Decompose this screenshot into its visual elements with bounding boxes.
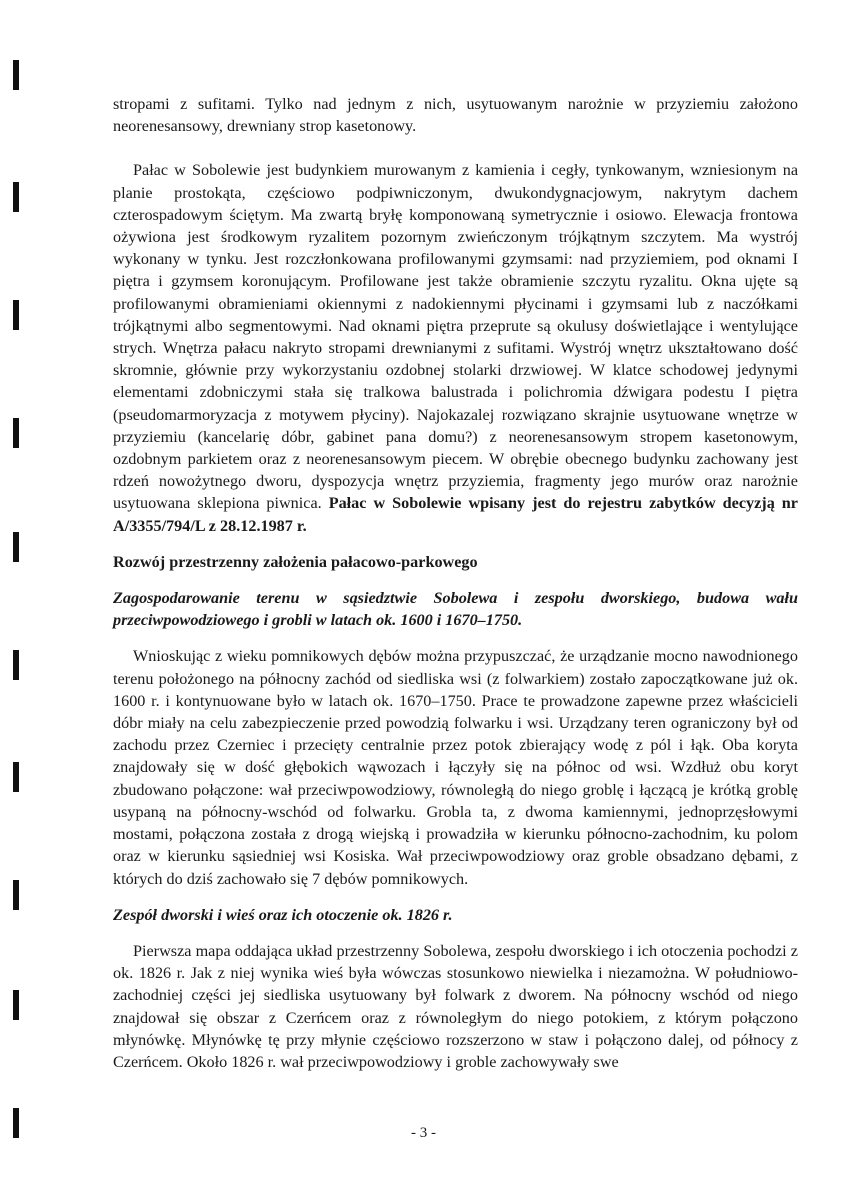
paragraph-estate-1826: Pierwsza mapa oddająca układ przestrzenny Sobolewa, zespołu dworskiego i ich otoczenia pochodzi z ok. 1826 r. Jak z niej wynika wieś była wówczas stosunkowo niewielka i niezamożna. W południowo-zachodniej części jej siedliska usytuowany był folwark z dworem. Na północny wschód od niego znajdował się obszar z Czerńcem oraz z równoległym do niego potokiem, z którym połączono młynówkę. Młynówkę tę przy młynie częściowo rozszerzono w staw i połączono dalej, od północy z Czerńcem. Około 1826 r. wał przeciwpowodziowy i groble zachowywały swe [113,941,798,1071]
page-number: - 3 - [411,1125,436,1141]
registry-statement: Pałac w Sobolewie wpisany jest do rejestru zabytków decyzją nr A/3355/794/L z 28.12.1987 r. [113,494,798,535]
section-heading: Rozwój przestrzenny założenia pałacowo-parkowego [113,552,478,571]
binding-mark [13,60,19,90]
binding-mark [13,650,19,680]
document-body [113,93,798,1073]
binding-mark [13,182,19,212]
binding-mark [13,990,19,1020]
binding-mark [13,762,19,792]
paragraph-continuation: stropami z sufitami. Tylko nad jednym z nich, usytuowanym narożnie w przyziemiu założono neorenesansowy, drewniany strop kasetonowy. [113,95,798,136]
paragraph-palace-description [113,159,798,536]
subsection-heading: Zespół dworski i wieś oraz ich otoczenie ok. 1826 r. [113,905,453,924]
paragraph-text: Pałac w Sobolewie jest budynkiem murowanym z kamienia i cegły, tynkowanym, wzniesionym na planie prostokąta, częściowo podpiwniczonym, dwukondygnacjowym, nakrytym dachem czterospadowym ściętym. Ma zwartą bryłę komponowaną symetrycznie i osiowo. Elewacja frontowa ożywiona jest środkowym ryzalitem pozornym zwieńczonym trójkątnym szczytem. Ma wystrój wykonany w tynku. Jest rozczłonkowana profilowanymi gzymsami: nad przyziemiem, pod oknami I piętra i gzymsem koronującym. Profilowane jest także obramienie szczytu ryzalitu. Okna ujęte są profilowanymi obramieniami okiennymi z nadokiennymi płycinami i gzymsami lub z naczółkami trójkątnymi albo segmentowymi. Nad oknami piętra przeprute są okulusy doświetlające i wentylujące strych. Wnętrza pałacu nakryto stropami drewnianymi z sufitami. Wystrój wnętrz ukształtowano dość skromnie, głównie przy wykorzystaniu ozdobnej stolarki drzwiowej. W klatce schodowej jedynymi elementami zdobniczymi stała się tralkowa balustrada i polichromia dźwigara podestu I piętra (pseudomarmoryzacja z motywem płyciny). Najokazalej rozwiązano skrajnie usytuowane wnętrze w przyziemiu (kancelarię dóbr, gabinet pana domu?) z neorenesansowym stropem kasetonowym, ozdobnym parkietem oraz z neorenesansowym piecem. W obrębie obecnego budynku zachowany jest rdzeń nowożytnego dworu, dyspozycja wnętrz przyziemia, fragmenty jego murów oraz narożnie usytuowana sklepiona piwnica. [113,161,798,513]
binding-mark [13,418,19,448]
subsection-heading: Zagospodarowanie terenu w sąsiedztwie Sobolewa i zespołu dworskiego, budowa wału przeciwpowodziowego i grobli w latach ok. 1600 i 1670–1750. [113,589,798,630]
binding-mark [13,880,19,910]
binding-mark [13,532,19,562]
paragraph-land-development: Wnioskując z wieku pomnikowych dębów można przypuszczać, że urządzanie mocno nawodnionego terenu położonego na północny zachód od siedliska wsi (z folwarkiem) zostało zapoczątkowane już ok. 1600 r. i kontynuowane było w latach ok. 1670–1750. Prace te prowadzone zapewne przez właścicieli dóbr miały na celu zabezpieczenie przed powodzią folwarku i wsi. Urządzany teren ograniczony był od zachodu przez Czerniec i przecięty centralnie przez potok zbierający wodę z pól i łąk. Oba koryta znajdowały się w dość głębokich wąwozach i łączyły się na północ od wsi. Wzdłuż obu koryt zbudowano połączone: wał przeciwpowodziowy, równoległą do niego groblę i łączącą je krótką groblę usypaną na północny-wschód od folwarku. Grobla ta, z dwoma kamiennymi, jednoprzęsłowymi mostami, połączona została z drogą wiejską i prowadziła w kierunku północno-zachodnim, ku polom oraz w kierunku sąsiedniej wsi Kosiska. Wał przeciwpowodziowy oraz groble obsadzano dębami, z których do dziś zachowało się 7 dębów pomnikowych. [113,647,798,888]
binding-mark [13,300,19,330]
